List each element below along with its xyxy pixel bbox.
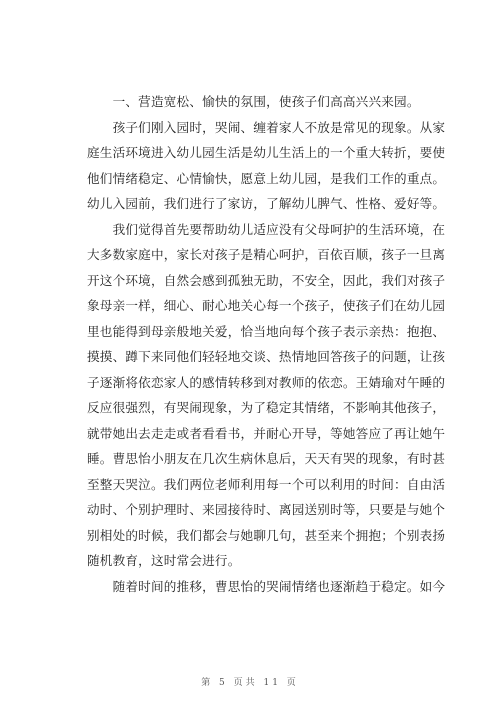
text-line: 随着时间的推移，曹思怡的哭闹情绪也逐渐趋于稳定。如今: [87, 578, 446, 594]
text-line: 孩子们刚入园时，哭闹、缠着家人不放是常见的现象。从家: [87, 119, 446, 135]
text-line: 就带她出去走走或者看看书，并耐心开导，等她答应了再让她午: [87, 425, 446, 441]
text-line: 我们觉得首先要帮助幼儿适应没有父母呵护的生活环境，在: [87, 221, 446, 237]
text-line: 里也能得到母亲般地关爱，恰当地向每个孩子表示亲热：抱抱、: [87, 323, 446, 339]
text-line: 庭生活环境进入幼儿园生活是幼儿生活上的一个重大转折，要使: [87, 145, 446, 160]
text-line: 象母亲一样，细心、耐心地关心每一个孩子，使孩子们在幼儿园: [87, 298, 446, 313]
text-line: 幼儿入园前，我们进行了家访，了解幼儿脾气、性格、爱好等。: [87, 196, 446, 211]
text-line: 动时、个别护理时、来园接待时、离园送别时等，只要是与她个: [87, 502, 446, 517]
text-line: 他们情绪稳定、心情愉快，愿意上幼儿园，是我们工作的重点。: [87, 170, 446, 186]
text-line: 大多数家庭中，家长对孩子是精心呵护，百依百顺，孩子一旦离: [87, 247, 446, 262]
text-line: 反应很强烈，有哭闹现象，为了稳定其情绪，不影响其他孩子，: [87, 400, 446, 415]
text-line: 至整天哭泣。我们两位老师利用每一个可以利用的时间：自由活: [87, 476, 446, 492]
text-line: 一、营造宽松、愉快的氛围，使孩子们高高兴兴来园。: [87, 94, 420, 109]
text-line: 随机教育，这时常会进行。: [87, 553, 241, 568]
text-line: 睡。曹思怡小朋友在几次生病休息后，天天有哭的现象，有时甚: [87, 451, 446, 466]
text-line: 子逐渐将依恋家人的感情转移到对教师的依恋。王婧瑜对午睡的: [87, 374, 446, 390]
text-line: 摸摸、蹲下来同他们轻轻地交谈、热情地回答孩子的问题，让孩: [87, 349, 446, 364]
page-number-footer: 第 5 页共 11 页: [201, 678, 299, 688]
body-text: [87, 89, 446, 599]
text-line: 别相处的时候，我们都会与她聊几句，甚至来个拥抱；个别表扬: [87, 527, 446, 543]
text-line: 开这个环境，自然会感到孤独无助，不安全，因此，我们对孩子: [87, 272, 446, 288]
